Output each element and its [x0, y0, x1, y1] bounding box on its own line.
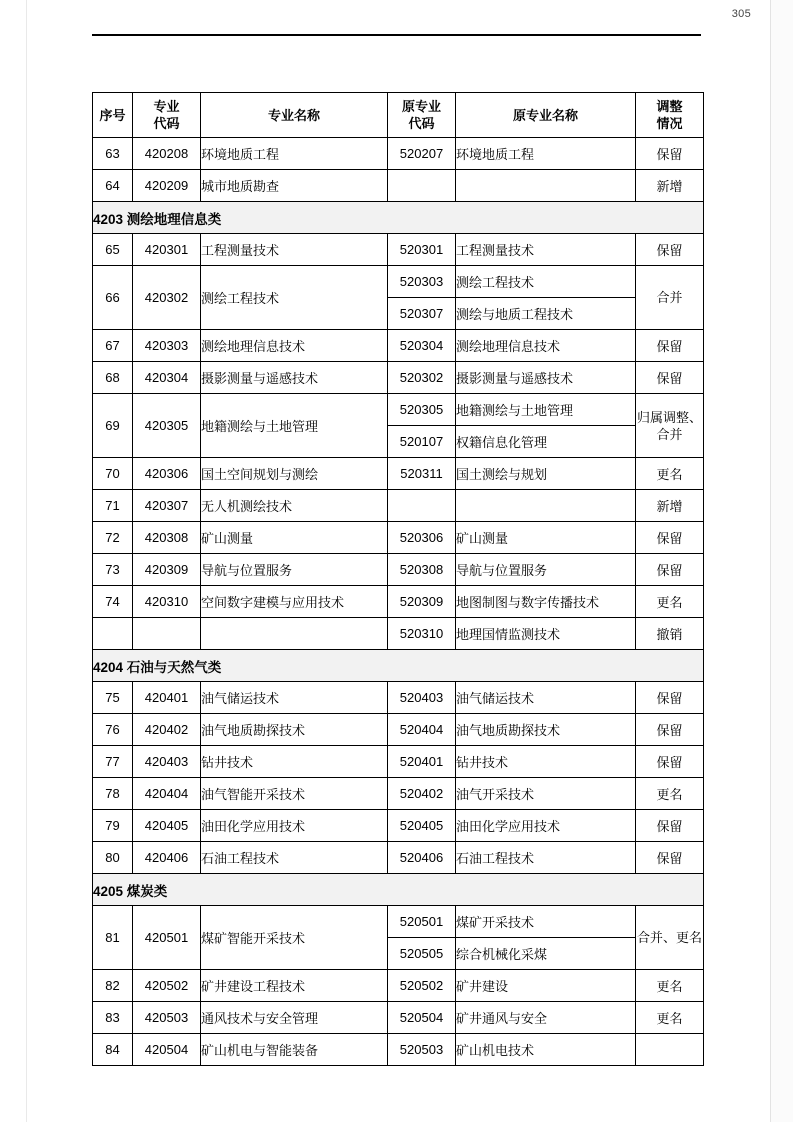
cell-seq: 76 — [93, 714, 133, 746]
cell-seq: 69 — [93, 394, 133, 458]
cell-major-name: 测绘工程技术 — [201, 266, 388, 330]
cell-original-name — [456, 490, 636, 522]
cell-original-code: 520207 — [388, 138, 456, 170]
table-group-row — [93, 202, 704, 234]
cell-original-code — [388, 170, 456, 202]
cell-original-name: 综合机械化采煤 — [456, 938, 636, 970]
cell-seq — [93, 618, 133, 650]
table-row — [93, 234, 704, 266]
cell-major-code: 420406 — [133, 842, 201, 874]
cell-original-code: 520302 — [388, 362, 456, 394]
cell-original-code: 520401 — [388, 746, 456, 778]
header-major-code-line2: 代码 — [153, 116, 180, 131]
cell-major-code: 420403 — [133, 746, 201, 778]
cell-original-name: 矿山测量 — [456, 522, 636, 554]
cell-adjustment: 更名 — [636, 778, 704, 810]
cell-adjustment: 保留 — [636, 682, 704, 714]
cell-major-code: 420401 — [133, 682, 201, 714]
cell-major-code: 420405 — [133, 810, 201, 842]
table-row — [93, 842, 704, 874]
cell-major-code: 420402 — [133, 714, 201, 746]
header-original-name: 原专业名称 — [456, 93, 636, 138]
cell-seq: 72 — [93, 522, 133, 554]
table-header-row — [93, 93, 704, 138]
cell-major-name: 无人机测绘技术 — [201, 490, 388, 522]
cell-adjustment: 更名 — [636, 970, 704, 1002]
cell-original-name: 测绘工程技术 — [456, 266, 636, 298]
cell-adjustment: 保留 — [636, 234, 704, 266]
cell-major-code — [133, 618, 201, 650]
cell-original-code — [388, 490, 456, 522]
cell-major-name: 矿井建设工程技术 — [201, 970, 388, 1002]
cell-adjustment — [636, 1034, 704, 1066]
cell-adjustment: 保留 — [636, 522, 704, 554]
header-original-code-line2: 代码 — [408, 116, 435, 131]
cell-major-name: 工程测量技术 — [201, 234, 388, 266]
table-row — [93, 266, 704, 298]
table-row — [93, 170, 704, 202]
cell-major-name: 地籍测绘与土地管理 — [201, 394, 388, 458]
page-left-edge — [0, 0, 27, 1122]
cell-major-code: 420308 — [133, 522, 201, 554]
cell-original-name: 环境地质工程 — [456, 138, 636, 170]
page-right-edge — [770, 0, 793, 1122]
group-label: 4204 石油与天然气类 — [93, 650, 704, 682]
cell-major-code: 420302 — [133, 266, 201, 330]
cell-major-code: 420404 — [133, 778, 201, 810]
cell-major-code: 420310 — [133, 586, 201, 618]
cell-adjustment: 保留 — [636, 810, 704, 842]
cell-seq: 71 — [93, 490, 133, 522]
cell-seq: 63 — [93, 138, 133, 170]
cell-original-name: 地籍测绘与土地管理 — [456, 394, 636, 426]
cell-original-code: 520405 — [388, 810, 456, 842]
table-row — [93, 810, 704, 842]
cell-original-name: 摄影测量与遥感技术 — [456, 362, 636, 394]
cell-adjustment: 保留 — [636, 138, 704, 170]
cell-adjustment: 更名 — [636, 586, 704, 618]
table-row — [93, 330, 704, 362]
header-major-code-line1: 专业 — [153, 99, 180, 114]
table-group-row — [93, 874, 704, 906]
cell-major-code: 420305 — [133, 394, 201, 458]
cell-adjustment: 更名 — [636, 458, 704, 490]
cell-major-code: 420501 — [133, 906, 201, 970]
cell-adjustment: 保留 — [636, 554, 704, 586]
cell-seq: 84 — [93, 1034, 133, 1066]
cell-original-code: 520403 — [388, 682, 456, 714]
cell-seq: 80 — [93, 842, 133, 874]
major-catalog-table-wrapper — [92, 92, 703, 1066]
cell-original-code: 520503 — [388, 1034, 456, 1066]
cell-major-code: 420301 — [133, 234, 201, 266]
table-row — [93, 746, 704, 778]
table-row — [93, 138, 704, 170]
cell-original-name: 钻井技术 — [456, 746, 636, 778]
cell-major-code: 420307 — [133, 490, 201, 522]
cell-original-name: 油气开采技术 — [456, 778, 636, 810]
cell-seq: 68 — [93, 362, 133, 394]
cell-major-code: 420208 — [133, 138, 201, 170]
cell-seq: 66 — [93, 266, 133, 330]
page-number: 305 — [731, 8, 751, 20]
cell-major-name: 钻井技术 — [201, 746, 388, 778]
cell-original-code: 520309 — [388, 586, 456, 618]
cell-major-code: 420303 — [133, 330, 201, 362]
cell-major-name: 油气智能开采技术 — [201, 778, 388, 810]
cell-original-name: 石油工程技术 — [456, 842, 636, 874]
cell-seq: 78 — [93, 778, 133, 810]
table-row — [93, 586, 704, 618]
cell-seq: 73 — [93, 554, 133, 586]
cell-adjustment: 保留 — [636, 714, 704, 746]
cell-seq: 74 — [93, 586, 133, 618]
cell-major-code: 420503 — [133, 1002, 201, 1034]
table-row — [93, 714, 704, 746]
cell-major-name — [201, 618, 388, 650]
cell-major-name: 城市地质勘查 — [201, 170, 388, 202]
cell-original-code: 520307 — [388, 298, 456, 330]
cell-original-name: 油气地质勘探技术 — [456, 714, 636, 746]
cell-original-code: 520402 — [388, 778, 456, 810]
cell-original-name: 地理国情监测技术 — [456, 618, 636, 650]
cell-original-code: 520107 — [388, 426, 456, 458]
header-original-code-line1: 原专业 — [401, 99, 441, 114]
header-rule — [92, 34, 701, 36]
header-adjustment — [636, 93, 704, 138]
group-label: 4203 测绘地理信息类 — [93, 202, 704, 234]
table-row — [93, 778, 704, 810]
cell-adjustment: 保留 — [636, 330, 704, 362]
cell-major-name: 空间数字建模与应用技术 — [201, 586, 388, 618]
table-body — [93, 138, 704, 1066]
cell-original-code: 520505 — [388, 938, 456, 970]
table-row — [93, 1034, 704, 1066]
cell-major-code: 420304 — [133, 362, 201, 394]
cell-original-name: 油田化学应用技术 — [456, 810, 636, 842]
cell-major-name: 环境地质工程 — [201, 138, 388, 170]
table-group-row — [93, 650, 704, 682]
cell-major-name: 石油工程技术 — [201, 842, 388, 874]
cell-original-name: 工程测量技术 — [456, 234, 636, 266]
cell-original-code: 520502 — [388, 970, 456, 1002]
cell-original-name: 测绘地理信息技术 — [456, 330, 636, 362]
cell-major-code: 420209 — [133, 170, 201, 202]
cell-major-code: 420306 — [133, 458, 201, 490]
cell-seq: 81 — [93, 906, 133, 970]
cell-major-name: 油田化学应用技术 — [201, 810, 388, 842]
cell-original-name: 矿井通风与安全 — [456, 1002, 636, 1034]
cell-major-name: 油气储运技术 — [201, 682, 388, 714]
cell-adjustment: 合并、更名 — [636, 906, 704, 970]
cell-adjustment: 新增 — [636, 170, 704, 202]
cell-major-name: 矿山测量 — [201, 522, 388, 554]
cell-original-code: 520304 — [388, 330, 456, 362]
table-row — [93, 522, 704, 554]
cell-adjustment: 更名 — [636, 1002, 704, 1034]
cell-adjustment: 撤销 — [636, 618, 704, 650]
cell-original-code: 520310 — [388, 618, 456, 650]
cell-major-name: 国土空间规划与测绘 — [201, 458, 388, 490]
table-row — [93, 1002, 704, 1034]
cell-major-name: 导航与位置服务 — [201, 554, 388, 586]
cell-major-name: 油气地质勘探技术 — [201, 714, 388, 746]
header-major-code — [133, 93, 201, 138]
table-row — [93, 458, 704, 490]
header-seq: 序号 — [93, 93, 133, 138]
cell-major-name: 摄影测量与遥感技术 — [201, 362, 388, 394]
cell-major-code: 420504 — [133, 1034, 201, 1066]
cell-original-code: 520308 — [388, 554, 456, 586]
cell-seq: 70 — [93, 458, 133, 490]
table-row — [93, 970, 704, 1002]
cell-seq: 64 — [93, 170, 133, 202]
cell-adjustment: 保留 — [636, 746, 704, 778]
cell-original-code: 520406 — [388, 842, 456, 874]
cell-seq: 83 — [93, 1002, 133, 1034]
cell-original-code: 520501 — [388, 906, 456, 938]
table-row — [93, 394, 704, 426]
group-label: 4205 煤炭类 — [93, 874, 704, 906]
header-original-code — [388, 93, 456, 138]
cell-original-code: 520301 — [388, 234, 456, 266]
cell-original-name: 油气储运技术 — [456, 682, 636, 714]
cell-adjustment: 保留 — [636, 362, 704, 394]
cell-original-name: 导航与位置服务 — [456, 554, 636, 586]
cell-adjustment: 合并 — [636, 266, 704, 330]
cell-seq: 77 — [93, 746, 133, 778]
cell-original-code: 520303 — [388, 266, 456, 298]
cell-adjustment: 新增 — [636, 490, 704, 522]
cell-original-code: 520305 — [388, 394, 456, 426]
cell-original-name: 地图制图与数字传播技术 — [456, 586, 636, 618]
cell-adjustment: 保留 — [636, 842, 704, 874]
cell-original-code: 520311 — [388, 458, 456, 490]
cell-adjustment: 归属调整、合并 — [636, 394, 704, 458]
cell-major-name: 测绘地理信息技术 — [201, 330, 388, 362]
cell-major-name: 通风技术与安全管理 — [201, 1002, 388, 1034]
table-row — [93, 682, 704, 714]
table-row — [93, 362, 704, 394]
major-catalog-table — [92, 92, 704, 1066]
cell-original-name: 测绘与地质工程技术 — [456, 298, 636, 330]
cell-original-name: 权籍信息化管理 — [456, 426, 636, 458]
cell-major-name: 煤矿智能开采技术 — [201, 906, 388, 970]
cell-original-name: 矿山机电技术 — [456, 1034, 636, 1066]
table-row — [93, 618, 704, 650]
cell-seq: 65 — [93, 234, 133, 266]
cell-major-code: 420309 — [133, 554, 201, 586]
cell-seq: 75 — [93, 682, 133, 714]
header-adjustment-line2: 情况 — [656, 116, 683, 131]
header-adjustment-line1: 调整 — [656, 99, 683, 114]
cell-original-code: 520404 — [388, 714, 456, 746]
cell-major-name: 矿山机电与智能装备 — [201, 1034, 388, 1066]
cell-original-name — [456, 170, 636, 202]
table-row — [93, 554, 704, 586]
cell-original-code: 520504 — [388, 1002, 456, 1034]
cell-seq: 82 — [93, 970, 133, 1002]
cell-major-code: 420502 — [133, 970, 201, 1002]
table-row — [93, 490, 704, 522]
cell-original-name: 煤矿开采技术 — [456, 906, 636, 938]
cell-original-code: 520306 — [388, 522, 456, 554]
cell-seq: 67 — [93, 330, 133, 362]
cell-original-name: 矿井建设 — [456, 970, 636, 1002]
table-row — [93, 906, 704, 938]
cell-original-name: 国土测绘与规划 — [456, 458, 636, 490]
header-major-name: 专业名称 — [201, 93, 388, 138]
cell-seq: 79 — [93, 810, 133, 842]
